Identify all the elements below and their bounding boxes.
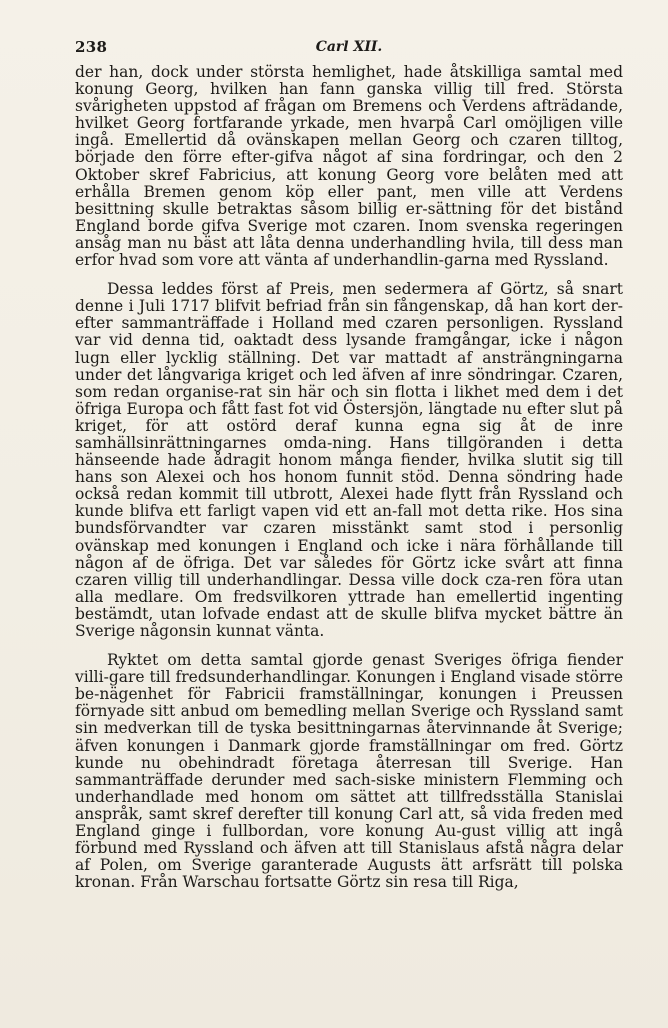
paragraph-1: der han, dock under största hemlighet, hade åtskilliga samtal med konung Georg, hvilken han fann ganska villig till fred. Största svårigheten uppstod af frågan om Bremens och Verdens afträdande, hvilket Georg fortfarande yrkade, men hvarpå Carl omöjligen ville ingå. Emellertid då ovänskapen mellan Georg och czaren tilltog, började den förre efter-gifva något af sina fordringar, och den 2 Oktober skref Fabricius, att konung Georg vore belåten med att erhålla Bremen genom köp eller pant, men ville att Verdens besittning skulle betraktas såsom billig er-sättning för det bistånd England borde gifva Sverige mot czaren. Inom svenska regeringen ansåg man nu bäst att låta denna underhandling hvila, till dess man erfor hvad som vore att vänta af underhandlin-garna med Ryssland. bbox=[75, 63, 623, 270]
body-text bbox=[75, 64, 623, 891]
page-header bbox=[75, 38, 623, 58]
running-head: Carl XII. bbox=[315, 39, 383, 55]
page-number: 238 bbox=[75, 38, 108, 56]
paragraph-3: Ryktet om detta samtal gjorde genast Sveriges öfriga fiender villi-gare till fredsunderhandlingar. Konungen i England visade större be-nägenhet för Fabricii framställningar, konungen i Preussen förnyade sitt anbud om bemedling mellan Sverige och Ryssland samt sin medverkan till de tyska besittningarnas återvinnande åt Sverige; äfven konungen i Danmark gjorde framställningar om fred. Görtz kunde nu obehindradt företaga återresan till Sverige. Han sammanträffade derunder med sach-siske ministern Flemming och underhandlade med honom om sättet att tillfredsställa Stanislai anspråk, samt skref derefter till konung Carl att, så vida freden med England ginge i fullbordan, vore konung Au-gust villig att ingå förbund med Ryssland och äfven att till Stanislaus afstå några delar af Polen, om Sverige garanterade Augusts ätt arfsrätt till polska kronan. Från Warschau fortsatte Görtz sin resa till Riga, bbox=[75, 651, 623, 892]
paragraph-2: Dessa leddes först af Preis, men sedermera af Görtz, så snart denne i Juli 1717 blifvit befriad från sin fångenskap, då han kort der-efter sammanträffade i Holland med czaren personligen. Ryssland var vid denna tid, oaktadt dess lysande framgångar, icke i någon lugn eller lycklig ställning. Det var mattadt af ansträngningarna under det långvariga kriget och led äfven af inre söndringar. Czaren, som redan organise-rat sin här och sin flotta i likhet med dem i det öfriga Europa och fått fast fot vid Östersjön, längtade nu efter slut på kriget, för att ostörd deraf kunna egna sig åt de inre samhällsinrättningarnes omda-ning. Hans tillgöranden i detta hänseende hade ådragit honom många fiender, hvilka slutit sig till hans son Alexei och hos honom funnit stöd. Denna söndring hade också redan kommit till utbrott, Alexei hade flytt från Ryssland och kunde blifva ett farligt vapen vid ett an-fall mot detta rike. Hos sina bundsförvandter var czaren misstänkt samt stod i personlig ovänskap med konungen i England och icke i nära förhållande till någon af de öfriga. Det var således för Görtz icke svårt att finna czaren villig till underhandlingar. Dessa ville dock cza-ren föra utan alla medlare. Om fredsvilkoren yttrade han emellertid ingenting bestämdt, utan lofvade endast att de skulle blifva mycket bättre än Sverige någonsin kunnat vänta. bbox=[75, 280, 623, 640]
